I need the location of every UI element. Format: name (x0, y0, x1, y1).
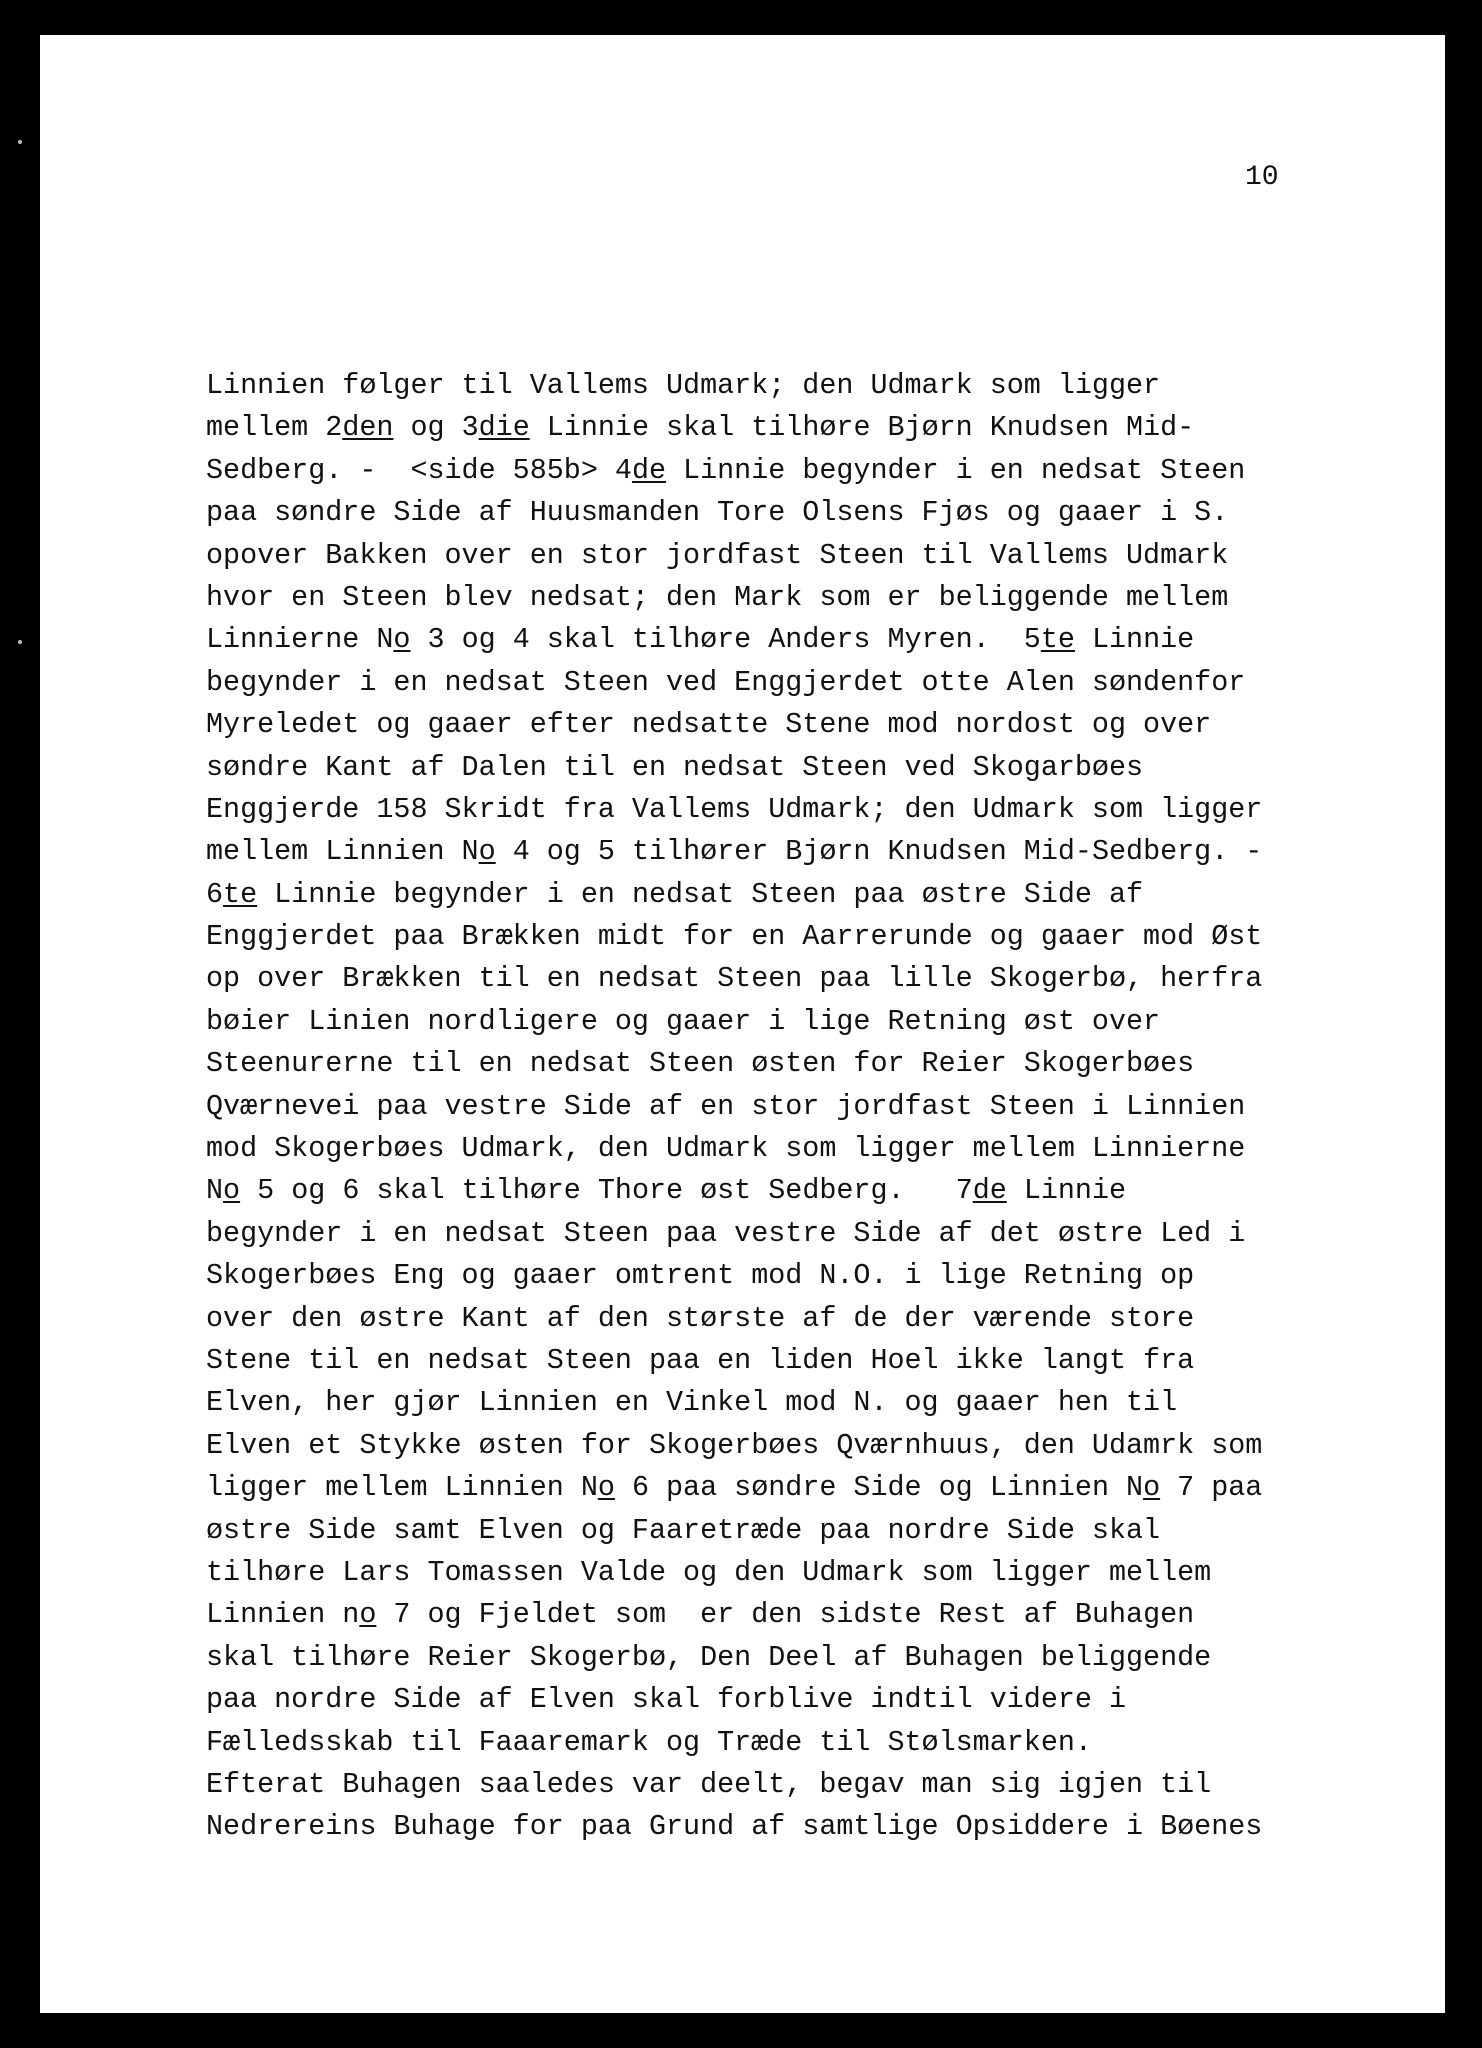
text-line (206, 619, 1262, 661)
text-segment: paa nordre Side af Elven skal forblive indtil videre i (206, 1683, 1127, 1717)
text-line (206, 874, 1262, 916)
text-line (206, 1637, 1262, 1679)
text-segment: Linnien n (206, 1598, 360, 1632)
text-segment: begynder i en nedsat Steen paa vestre Side af det østre Led i (206, 1216, 1246, 1250)
text-segment: hvor en Steen blev nedsat; den Mark som er beliggende mellem (206, 580, 1229, 614)
text-segment: opover Bakken over en stor jordfast Steen til Vallems Udmark (206, 538, 1229, 572)
underlined-text: den (342, 411, 394, 445)
text-segment: Efterat Buhagen saaledes var deelt, begav man sig igjen til (206, 1767, 1212, 1801)
document-body-text (206, 365, 1262, 1849)
text-segment: Fælledsskab til Faaaremark og Træde til Stølsmarken. (206, 1725, 1092, 1759)
text-segment: skal tilhøre Reier Skogerbø, Den Deel af Buhagen beliggende (206, 1640, 1212, 1674)
underlined-text: o (223, 1174, 241, 1208)
text-segment: op over Brækken til en nedsat Steen paa lille Skogerbø, herfra (206, 962, 1263, 996)
text-line (206, 662, 1262, 704)
text-segment: mellem 2 (206, 411, 343, 445)
text-line (206, 1128, 1262, 1170)
page-number: 10 (1245, 162, 1279, 193)
text-line (206, 1679, 1262, 1721)
text-segment: 7 paa (1160, 1471, 1263, 1505)
text-segment: Qværnevei paa vestre Side af en stor jordfast Steen i Linnien (206, 1089, 1246, 1123)
text-segment: Linnie skal tilhøre Bjørn Knudsen Mid- (529, 411, 1195, 445)
underlined-text: te (1040, 623, 1075, 657)
underlined-text: o (1143, 1471, 1161, 1505)
text-line (206, 1001, 1262, 1043)
text-segment: 5 og 6 skal tilhøre Thore øst Sedberg. 7 (240, 1174, 973, 1208)
text-segment: Nedrereins Buhage for paa Grund af samtlige Opsiddere i Bøenes (206, 1810, 1263, 1844)
text-segment: 4 og 5 tilhører Bjørn Knudsen Mid-Sedberg. - (495, 835, 1263, 869)
text-line (206, 1552, 1262, 1594)
text-line (206, 1298, 1262, 1340)
text-segment: Linnien følger til Vallems Udmark; den Udmark som ligger (206, 369, 1161, 402)
text-line (206, 1043, 1262, 1085)
text-line (206, 1255, 1262, 1297)
text-line (206, 1382, 1262, 1424)
text-line (206, 1213, 1262, 1255)
text-segment: mellem Linnien N (206, 835, 479, 869)
text-segment: Skogerbøes Eng og gaaer omtrent mod N.O. i lige Retning op (206, 1259, 1195, 1293)
underlined-text: de (972, 1174, 1007, 1208)
text-line (206, 1764, 1262, 1806)
text-line (206, 747, 1262, 789)
text-line (206, 577, 1262, 619)
text-line (206, 1425, 1262, 1467)
text-line (206, 704, 1262, 746)
scan-speck (18, 640, 22, 644)
text-line (206, 831, 1262, 873)
text-segment: og 3 (393, 411, 479, 445)
text-segment: paa søndre Side af Huusmanden Tore Olsens Fjøs og gaaer i S. (206, 496, 1229, 530)
underlined-text: o (393, 623, 411, 657)
text-segment: mod Skogerbøes Udmark, den Udmark som ligger mellem Linnierne (206, 1132, 1246, 1166)
underlined-text: te (223, 877, 258, 911)
text-segment: 6 (206, 877, 224, 911)
text-segment: Linnierne N (206, 623, 394, 657)
text-segment: over den østre Kant af den største af de der værende store (206, 1301, 1195, 1335)
text-segment: ligger mellem Linnien N (206, 1471, 598, 1505)
text-line (206, 407, 1262, 449)
underlined-text: die (478, 411, 530, 445)
text-segment: 3 og 4 skal tilhøre Anders Myren. 5 (410, 623, 1041, 657)
text-segment: Stene til en nedsat Steen paa en liden Hoel ikke langt fra (206, 1343, 1195, 1377)
text-line (206, 1170, 1262, 1212)
text-segment: Linnie begynder i en nedsat Steen paa østre Side af (257, 877, 1144, 911)
underlined-text: o (478, 835, 496, 869)
text-segment: østre Side samt Elven og Faaretræde paa nordre Side skal (206, 1513, 1161, 1547)
text-line (206, 1722, 1262, 1764)
text-segment: Elven et Stykke østen for Skogerbøes Qværnhuus, den Udamrk som (206, 1428, 1263, 1462)
text-line (206, 916, 1262, 958)
text-line (206, 365, 1262, 407)
text-segment: 7 og Fjeldet som er den sidste Rest af Buhagen (376, 1598, 1195, 1632)
text-segment: søndre Kant af Dalen til en nedsat Steen ved Skogarbøes (206, 750, 1144, 784)
text-line (206, 1467, 1262, 1509)
text-segment: tilhøre Lars Tomassen Valde og den Udmark som ligger mellem (206, 1555, 1212, 1589)
text-line (206, 1340, 1262, 1382)
underlined-text: o (597, 1471, 615, 1505)
text-segment: Sedberg. - <side 585b> 4 (206, 453, 632, 487)
text-line (206, 492, 1262, 534)
text-line (206, 1086, 1262, 1128)
text-segment: Enggjerdet paa Brækken midt for en Aarrerunde og gaaer mod Øst (206, 920, 1263, 954)
text-line (206, 789, 1262, 831)
text-segment: Linnie begynder i en nedsat Steen (666, 453, 1246, 487)
text-segment: N (206, 1174, 224, 1208)
text-line (206, 1594, 1262, 1636)
text-line (206, 958, 1262, 1000)
text-segment: Myreledet og gaaer efter nedsatte Stene mod nordost og over (206, 708, 1212, 742)
underlined-text: de (631, 453, 667, 487)
text-segment: begynder i en nedsat Steen ved Enggjerdet otte Alen søndenfor (206, 665, 1246, 699)
text-segment: Steenurerne til en nedsat Steen østen for Reier Skogerbøes (206, 1047, 1195, 1081)
text-segment: Elven, her gjør Linnien en Vinkel mod N. og gaaer hen til (206, 1386, 1178, 1420)
text-segment: Linnie (1006, 1174, 1127, 1208)
text-segment: 6 paa søndre Side og Linnien N (614, 1471, 1144, 1505)
text-segment: Enggjerde 158 Skridt fra Vallems Udmark; den Udmark som ligger (206, 792, 1263, 826)
text-segment: bøier Linien nordligere og gaaer i lige Retning øst over (206, 1004, 1161, 1038)
text-line (206, 535, 1262, 577)
text-segment: Linnie (1074, 623, 1195, 657)
scan-speck (18, 140, 22, 144)
text-line (206, 1510, 1262, 1552)
underlined-text: o (359, 1598, 377, 1632)
text-line (206, 1806, 1262, 1848)
text-line (206, 450, 1262, 492)
